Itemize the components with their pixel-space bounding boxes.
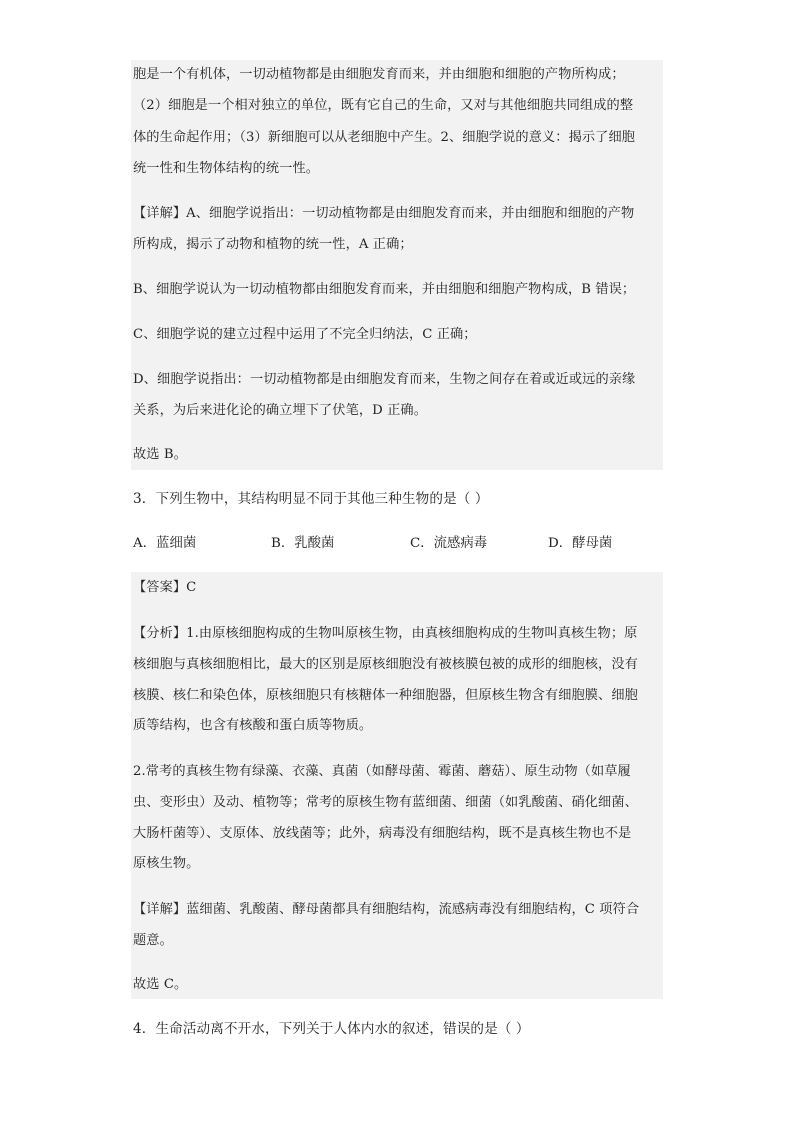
answer: 【答案】C [133,580,197,595]
explanation-line: 胞是一个有机体，一切动植物都是由细胞发育而来，并由细胞和细胞的产物所构成； [133,67,625,82]
analysis-line: 质等结构，也含有核酸和蛋白质等物质。 [133,718,373,733]
detail-line: 题意。 [133,933,173,948]
analysis-paragraph-2: 虫、变形虫）及动、植物等；常考的原核生物有蓝细菌、细菌（如乳酸菌、硝化细菌、 [133,795,638,810]
detail-line: 【详解】A、细胞学说指出：一切动植物都是由细胞发育而来，并由细胞和细胞的产物 [133,206,635,221]
question-3-option-a: A．蓝细菌 [133,536,197,551]
explanation-line: 体的生命起作用；（3）新细胞可以从老细胞中产生。2、细胞学说的意义：揭示了细胞 [133,130,636,145]
analysis-line: 【分析】1.由原核细胞构成的生物叫原核生物，由真核细胞构成的生物叫真核生物；原 [133,626,638,641]
explanation-line: （2）细胞是一个相对独立的单位，既有它自己的生命，又对与其他细胞共同组成的整 [133,98,634,113]
question-3-option-c: C．流感病毒 [410,536,488,551]
detail-line: 所构成，揭示了动物和植物的统一性，A 正确； [133,237,413,252]
option-b-explanation: B、细胞学说认为一切动植物都由细胞发育而来，并由细胞和细胞产物构成，B 错误； [133,282,636,297]
analysis-line: 核细胞与真核细胞相比，最大的区别是原核细胞没有被核膜包被的成形的细胞核，没有 [133,657,638,672]
conclusion: 故选 B。 [133,447,187,462]
analysis-line: 核膜、核仁和染色体，原核细胞只有核糖体一种细胞器，但原核生物含有细胞膜、细胞 [133,688,638,703]
option-d-explanation: 关系，为后来进化论的确立埋下了伏笔，D 正确。 [133,403,428,418]
analysis-paragraph-2: 2.常考的真核生物有绿藻、衣藻、真菌（如酵母菌、霉菌、蘑菇）、原生动物（如草履 [133,764,631,779]
option-d-explanation: D、细胞学说指出：一切动植物都是由细胞发育而来，生物之间存在着或近或远的亲缘 [133,372,636,387]
analysis-paragraph-2: 大肠杆菌等）、支原体、放线菌等；此外，病毒没有细胞结构，既不是真核生物也不是 [133,826,632,841]
question-3-option-b: B．乳酸菌 [271,536,335,551]
analysis-paragraph-2: 原核生物。 [133,856,200,871]
explanation-line: 统一性和生物体结构的统一性。 [133,161,320,176]
option-c-explanation: C、细胞学说的建立过程中运用了不完全归纳法，C 正确； [133,327,477,342]
question-3-option-d: D．酵母菌 [548,536,613,551]
conclusion: 故选 C。 [133,977,188,992]
question-3-stem: 3．下列生物中，其结构明显不同于其他三种生物的是（ ） [133,491,489,507]
detail-line: 【详解】蓝细菌、乳酸菌、酵母菌都具有细胞结构，流感病毒没有细胞结构，C 项符合 [133,902,640,917]
question-4-stem: 4．生命活动离不开水，下列关于人体内水的叙述，错误的是（ ） [133,1021,530,1037]
